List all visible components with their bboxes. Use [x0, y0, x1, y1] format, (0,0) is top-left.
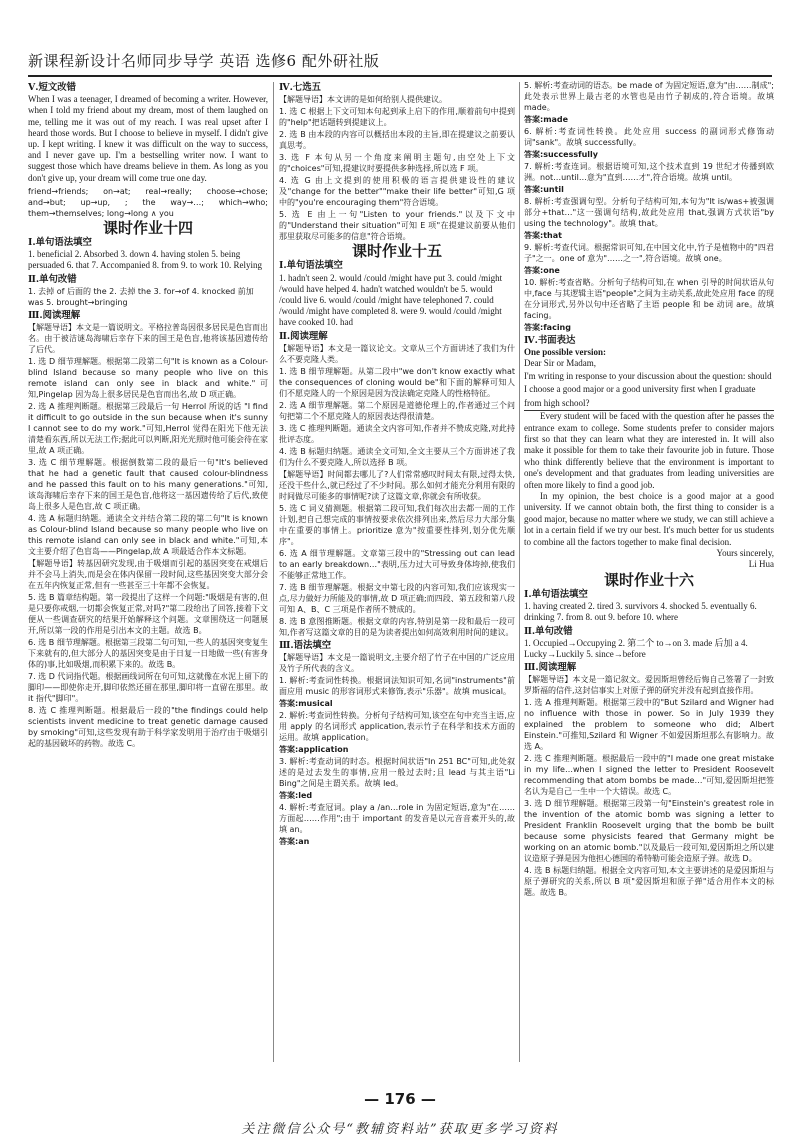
answer-line: 答案:led [279, 791, 313, 801]
answer-item: 3. 选 C 推理判断题。通读全文内容可知,作者并不赞成克隆,对此持批评态度。 [279, 423, 515, 444]
reading-guide: 【解题导语】本文讲的是如何给别人提供建议。 [279, 95, 447, 105]
answer-list: 1. beneficial 2. Absorbed 3. down 4. having stolen 5. being persuaded 6. that 7. Accompanied 8. from 9. to work 10. Relying [28, 249, 262, 271]
column-divider [273, 82, 274, 1062]
answer-line: 答案:one [524, 266, 560, 275]
reading-guide: 【解题导语】本文是一篇说明文。平格拉普岛因很多居民是色盲而出名。由于被洁谜岛海啸后幸存下来的国王是色盲,他将该基因遗传给了后代。 [28, 323, 268, 355]
answer-item: 5. 选 B 篇章结构题。第一段提出了这样一个问题:"吸烟是有害的,但是只要你戒烟,一切都会恢复正常,对吗?"第二段给出了回答,接着下文便从一些调查研究的结果开始解释这个问题。文章围绕这一问题展开,所以第一段的作用是引出本文的主题。故选 B。 [28, 593, 268, 636]
answer-item: 2. 选 C 推理判断题。根据最后一段中的"I made one great mistake in my life…when I signed the letter to President Roosevelt recommending that atom bombs be made…"可知,爱因斯坦把签名认为是自己一生中一个大错误。故选 C。 [524, 754, 774, 797]
answer-item: 6. 选 B 细节理解题。根据第三段第二句可知,一些人的基因突变复生下来就有的,但大部分人的基因突变是由于日复一日地做一些(有害身体的)事,比如吸烟,而积累下来的。故选 B。 [28, 638, 268, 670]
answer-item: 6. 选 A 细节理解题。文章第三段中的"Stressing out can lead to an early breakdown…"表明,压力过大可导致身体垮掉,使我们不能够正常地工作。 [279, 548, 515, 580]
section-heading: Ⅲ.阅读理解 [28, 309, 81, 321]
page-number: — 176 — [364, 1090, 436, 1108]
answer-item: 4. 选 A 标题归纳题。通读全文并结合第二段的第二句"It is known as Colour-blind Island because so many people who live on this remote island can only see in black and white."可知,本文主要介绍了色盲岛——Pingelap,故 A 项最适合作本文标题。 [28, 514, 268, 557]
answer-item: 7. 选 B 细节理解题。根据文中第七段的内容可知,我们应该现实一点,尽力做好力所能及的事情,故 D 项正确;而四段、第五段和第八段可知 A、B、C 三项是作者所不赞成的。 [279, 582, 515, 614]
section-heading: Ⅰ.单句语法填空 [524, 589, 588, 600]
section-heading: Ⅰ.单句语法填空 [279, 260, 343, 272]
answer-item: 1. 选 B 细节理解题。从第二段中"we don't know exactly what the consequences of cloning would be"和下面的解释可知人们不愿克隆人的一个原因是因为没法确定克隆人的性格特征。 [279, 366, 515, 398]
reading-guide: 【解题导语】转基因研究发现,由于吸烟而引起的基因突变在戒烟后并不会马上消失,而是会在体内保留一段时间,这些基因突变大部分会在五年内恢复正常,但有一些甚至三十年都不会恢复。 [28, 559, 268, 591]
answer-item: 5. 选 C 词义猜测题。根据第二段可知,我们每次出去都一周的工作计划,把自己想完成的事情按要求依次排列出来,然后尽力大部分集中在重要的事情上。prioritize 意为"按重要性排列,划分优先顺序"。 [279, 503, 515, 546]
essay-salutation: Dear Sir or Madam, [524, 358, 596, 369]
answer-list: 1. hadn't seen 2. would /could /might have put 3. could /might /would have helped 4. hadn't watched wouldn't be 5. would /could live 6. would /could /might have telephoned 7. could /would /might have completed 8. were 9. would /could /might have cooked 10. had [279, 272, 503, 328]
answer-item: 4. 解析:考查冠词。play a /an…role in 为固定短语,意为"在……方面起……作用";由于 important 的发音是以元音音素开头的,故填 an。 [279, 803, 515, 835]
chapter-title: 课时作业十四 [102, 218, 193, 237]
essay-signature: Li Hua [748, 559, 774, 570]
essay-closing: Yours sincerely, [716, 547, 774, 558]
essay-paragraph: Every student will be faced with the question after he passes the entrance exam to college. Some students prefer to consider majors first so that they can learn what they are interested in. It will also make it possible for them to take their favourite job in future. Those who think differently believe that the environment is important to one's development and that graduates from leading universities are often more likely to find a good job. [524, 411, 774, 490]
error-correction-passage: When I was a teenager, I dreamed of becoming a writer. However, when I told my friend about my dream, most of them laughed on me, telling me it was out of my reach. I was real upset after I heard those words. But I choose to believe in myself. I didn't give up. I kept writing. I knew it was difficult on the way to success, and I never gave up. I'm a bestselling writer now. I want to suggest those which have dreams believe in them. As long as you don't give up, your dream will come true one day. [28, 94, 268, 183]
column-right [524, 80, 774, 1080]
footer-note: 关注微信公众号“教辅资料站”获取更多学习资料 [241, 1122, 559, 1137]
answer-line: 答案:successfully [524, 150, 598, 159]
answer-item: 2. 选 B 由本段的内容可以概括出本段的主旨,即在提建议之前要认真思考。 [279, 130, 515, 151]
column-middle [279, 80, 515, 1080]
answer-item: 1. 选 D 细节理解题。根据第二段第二句"It is known as a Colour-blind Island because so many people who live on this remote island can only see in black and white."可知,Pingelap 因为岛上很多居民是色盲而出名,故 D 项正确。 [28, 357, 268, 400]
answer-item: 1. 选 A 推理判断题。根据第三段中的"But Szilard and Wigner had no influence with those in power. So in July 1939 they explained the problem to someone who did; Albert Einstein."可推知,Szilard 和 Wigner 不如爱因斯坦那么有影响力。故选 A。 [524, 698, 774, 752]
answer-item: 2. 选 A 推理判断题。根据第三段最后一句 Herrol 所说的话 "I find it difficult to go outside in the sun because when it's sunny I cannot see to do my work."可知,Herrol 觉得在阳光下他无法清楚看东西,所以无法工作;据此可以判断,阳光光照时他可能会待在家里,故 A 项正确。 [28, 402, 268, 456]
answer-item: 3. 选 F 本句从另一个角度来阐明主题句,由空处上下文的"choices"可知,提建议时要提供多种选择,所以选 F 项。 [279, 153, 515, 174]
answer-line: 答案:application [279, 745, 349, 755]
section-heading: Ⅳ.书面表达 [524, 335, 576, 346]
page-header [28, 50, 772, 77]
reading-guide: 【解题导语】本文是一篇记叙文。爱因斯坦曾经后悔自己签署了一封致罗斯福的信件,这封信事实上对原子弹的研究并没有起到直接作用。 [524, 675, 774, 696]
section-heading: Ⅳ.七选五 [279, 82, 322, 93]
section-heading: Ⅱ.单句改错 [28, 273, 77, 285]
answer-item: 3. 选 D 细节理解题。根据第三段第一句"Einstein's greatest role in the invention of the atomic bomb was signing a letter to President Franklin Roosevelt urging that the bomb be built because some physicists feared that Germany might be working on an atomic bomb."以及最后一段可知,爱因斯坦之所以建议造原子弹是因为他担心德国的希特勒可能会造原子弹。故选 D。 [524, 799, 774, 864]
answer-item: 9. 解析:考查代词。根据常识可知,在中国文化中,竹子是植物中的"四君子"之一。one of 意为"……之一",符合语境。故填 one。 [524, 243, 774, 263]
answer-line: 答案:facing [524, 323, 571, 332]
answer-line: 答案:until [524, 185, 564, 194]
answer-item: 5. 选 E 由上一句"Listen to your friends."以及下文中的"Understand their situation"可知 E 项"在提建议前要从他们那里获取尽可能多的信息"符合语境。 [279, 210, 515, 242]
answer-item: 2. 解析:考查词性转换。分析句子结构可知,该空在句中充当主语,应用 apply 的名词形式 application,表示竹子在科学和技术方面的运用。故填 application。 [279, 711, 515, 743]
answer-line: 答案:musical [279, 699, 333, 709]
answer-item: 4. 选 B 标题归纳题。通读全文可知,全文主要从三个方面讲述了我们为什么不要克隆人,所以选择 B 项。 [279, 446, 515, 467]
answer-line: 答案:that [524, 231, 562, 240]
answer-item: 3. 选 C 细节理解题。根据倒数第二段的最后一句"It's believed that he had a genetic fault that caused colour-blindness and he passed this fault on to his many generations."可知,该岛海啸后幸存下来的国王是色盲,他将这一基因遗传给了后代,致使岛上很多人是色盲,故 C 项正确。 [28, 458, 268, 512]
answer-item: 6. 解析:考查词性转换。此处应用 success 的副词形式修饰动词"sank"。故填 successfully。 [524, 127, 774, 147]
column-left [28, 80, 268, 1080]
answer-list: 1. 去掉 of 后面的 the 2. 去掉 the 3. for→of 4. knocked 前加 was 5. brought→bringing [28, 286, 254, 307]
section-heading: Ⅱ.单句改错 [524, 625, 573, 637]
reading-guide: 【解题导语】本文是一篇议论文。文章从三个方面讲述了我们为什么不要克隆人类。 [279, 343, 515, 364]
essay-underlined-opening: I'm writing in response to your discussion about the question: should I choose a good major or a good university first when I graduate from high school? [524, 370, 774, 412]
section-heading: Ⅲ.阅读理解 [524, 662, 577, 674]
column-divider [519, 82, 520, 1062]
section-heading: Ⅴ.短文改错 [28, 82, 77, 93]
answer-item: 4. 选 B 标题归纳题。根据全文内容可知,本文主要讲述的是爱因斯坦与原子弹研究的关系,所以 B 项"爱因斯坦和原子弹"适合用作本文的标题。故选 B。 [524, 866, 774, 898]
answer-item: 4. 选 G 由上文提到的使用积极的语言提供建设性的建议及"change for the better""make their life better"可知,G 项中的"you're encouraging them"符合语境。 [279, 176, 515, 208]
answer-list: 1. having created 2. tired 3. survivors 4. shocked 5. eventually 6. drinking 7. from 8. out 9. before 10. where [524, 601, 757, 623]
answer-item: 1. 解析:考查词性转换。根据词法知识可知,名词"instruments"前面应用 music 的形容词形式来修饰,表示"乐器"。故填 musical。 [279, 676, 515, 697]
header-title: 新课程新设计名师同步导学 英语 选修6 配外研社版 [28, 52, 380, 70]
reading-guide: 【解题导语】时间都去哪儿了?人们常常感叹时间太有限,过得太快,还没干些什么,就已经过了不少时间。那么如何才能充分利用有限的时间做尽可能多的事情呢?读了这篇文章,你就会有所收获。 [279, 469, 515, 501]
answer-item: 3. 解析:考查动词的时态。根据时间状语"In 251 BC"可知,此处叙述的是过去发生的事情,应用一般过去时;且 lead 与其主语"Li Bing"之间是主谓关系。故填 led。 [279, 757, 515, 789]
error-correction-answers: friend→friends; on→at; real→really; choose→chose; and→but; up→up, ; the way→…; which→who; them→themselves; long→long ∧ you [28, 186, 268, 218]
answer-line: 答案:made [524, 115, 569, 124]
section-heading: Ⅱ.阅读理解 [279, 330, 328, 342]
chapter-title: 课时作业十六 [603, 570, 694, 589]
essay-label: One possible version: [524, 347, 607, 358]
answer-item: 8. 选 C 推理判断题。根据最后一段的"the findings could help scientists invent medicine to treat genetic damage caused by smoking"可知,这些发现有助于科学家发明用于治疗由于吸烟引起的基因破坏的药物。故选 C。 [28, 706, 268, 749]
reading-guide: 【解题导语】本文是一篇说明文,主要介绍了竹子在中国的广泛应用及竹子所代表的含义。 [279, 653, 515, 674]
answer-item: 7. 选 D 代词指代题。根据画线词所在句可知,这就像在水泥上留下的脚印——即使你走开,脚印依然还留在那里,脚印将一直留在那里。故 it 指代"脚印"。 [28, 672, 268, 704]
answer-line: 答案:an [279, 837, 310, 847]
answer-list: 1. Occupied→Occupying 2. 第二个 to→on 3. made 后加 a 4. Lucky→Luckily 5. since→before [524, 637, 748, 660]
answer-item: 7. 解析:考查连词。根据语境可知,这个技术直到 19 世纪才传播到欧洲。not…until…意为"直到……才",符合语境。故填 until。 [524, 162, 774, 182]
essay-paragraph: In my opinion, the best choice is a good major at a good university. If we cannot obtain both, the first thing to consider is a good major, because no matter where we study, we can still achieve a lot in a certain field if we try our best. It's much better for us students to combine all the factors together to make final decision. [524, 490, 774, 547]
section-heading: Ⅰ.单句语法填空 [28, 237, 92, 249]
section-heading: Ⅲ.语法填空 [279, 639, 332, 651]
answer-item: 2. 选 A 细节理解题。第二个原因是道德伦理上的,作者通过三个问句把第二个不愿克隆人的原因表达得很清楚。 [279, 400, 515, 421]
chapter-title: 课时作业十五 [351, 242, 442, 261]
answer-item: 5. 解析:考查动词的语态。be made of 为固定短语,意为"由……制成";此处表示世界上最古老的水管也是由竹子制成的,符合语境。故填 made。 [524, 81, 774, 112]
answer-item: 8. 解析:考查强调句型。分析句子结构可知,本句为"It is/was+被强调部分+that…"这一强调句结构,故此处应用 that,强调方式状语"by using the technology"。故填 that。 [524, 197, 774, 228]
answer-item: 1. 选 C 根据上下文可知本句起到承上启下的作用,顺着前句中提到的"help"把话题转到提建议上。 [279, 107, 515, 128]
answer-item: 8. 选 B 意图推断题。根据文章的内容,特别是第一段和最后一段可知,作者写这篇文章的目的是为读者提出如何高效利用时间的建议。 [279, 616, 515, 637]
answer-item: 10. 解析:考查省略。分析句子结构可知,在 when 引导的时间状语从句中,face 与其逻辑主语"people"之间为主动关系,故此处应用 face 的现在分词形式,另外以句中还省略了主语 people 和 be 动词 are。故填 facing。 [524, 278, 774, 320]
